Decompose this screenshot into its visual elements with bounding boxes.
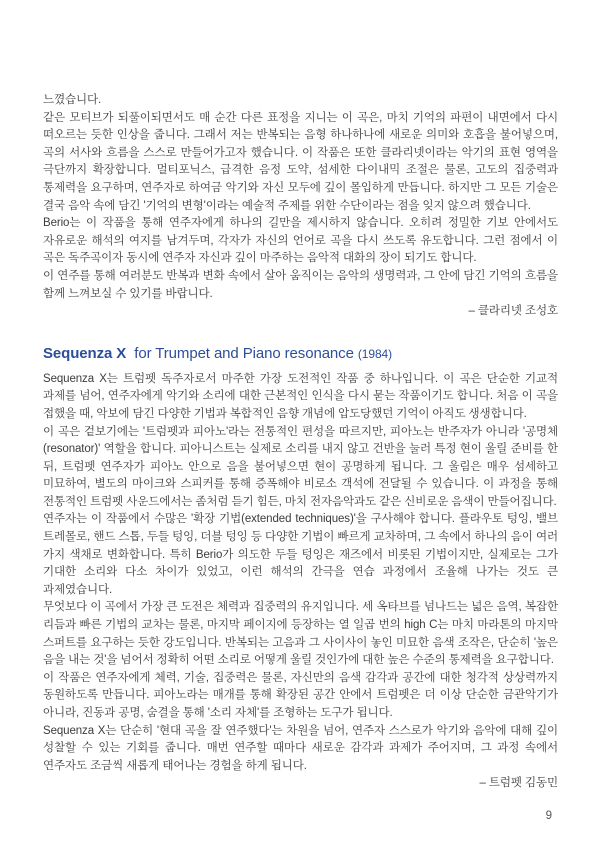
paragraph: 연주자는 이 작품에서 수많은 '확장 기법(extended techniques)'을 구사해야 합니다. 플라우토 텅잉, 밸브 트레몰로, 핸드 스톱, 두들 텅잉, 더블 텅잉 등 다양한 기법이 빠르게 교차하며, 그 속에서 하나의 음이 여러 가지 색채로 변화합니다. 특히 Berio가 의도한 두들 텅잉은 재즈에서 비롯된 기법이지만, 실제로는 그가 기대한 소리와 다소 차이가 있었고, 이런 해석의 간극을 연습 과정에서 조율해 나가는 것도 큰 과제였습니다.: [43, 513, 558, 596]
paragraph: 같은 모티브가 되풀이되면서도 매 순간 다른 표정을 지니는 이 곡은, 마치 기억의 파편이 내면에서 다시 떠오르는 듯한 인상을 줍니다. 그래서 저는 반복되는 음형 하나하나에 새로운 의미와 호흡을 불어넣으며, 곡의 서사와 흐름을 스스로 만들어가고자 했습니다. 이 작품은 또한 클라리넷이라는 악기의 표현 영역을 극단까지 확장합니다. 멀티포닉스, 급격한 음정 도약, 섬세한 다이내믹 조절은 물론, 고도의 집중력과 통제력을 요구하며, 연주자로 하여금 악기와 자신 모두에 깊이 몰입하게 만듭니다. 하지만 그 모든 기술은 결국 음악 속에 담긴 '기억의 변형'이라는 예술적 주제를 위한 수단이라는 점을 잊지 않으려 했습니다.: [43, 111, 558, 212]
paragraph: Berio는 이 작품을 통해 연주자에게 하나의 길만을 제시하지 않습니다. 오히려 정밀한 기보 안에서도 자유로운 해석의 여지를 남겨두며, 각자가 자신의 언어로 곡을 다시 쓰도록 유도합니다. 그런 점에서 이 곡은 독주곡이자 동시에 연주자 자신과 깊이 마주하는 음악적 대화의 장이 되기도 합니다.: [43, 217, 558, 265]
program-note-trumpet: [43, 345, 558, 793]
page-content: [43, 92, 558, 793]
work-subtitle: for Trumpet and Piano resonance: [134, 344, 354, 362]
work-year: (1984): [357, 346, 392, 361]
page-number: 9: [545, 810, 552, 822]
paragraph: 느꼈습니다.: [43, 94, 102, 106]
paragraph: Sequenza X는 트럼펫 독주자로서 마주한 가장 도전적인 작품 중 하나입니다. 이 곡은 단순한 기교적 과제를 넘어, 연주자에게 악기와 소리에 대한 근본적인 인식을 다시 묻는 작품이기도 합니다. 처음 이 곡을 접했을 때, 악보에 담긴 다양한 기법과 복합적인 음향 개념에 압도당했던 기억이 아직도 생생합니다.: [43, 372, 558, 420]
trumpet-signature: – 트럼펫 김동민: [479, 777, 558, 790]
paragraph: 이 작품은 연주자에게 체력, 기술, 집중력은 물론, 자신만의 음색 감각과 공간에 대한 청각적 상상력까지 동원하도록 만듭니다. 피아노라는 매개를 통해 확장된 공간 안에서 트럼펫은 더 이상 단순한 금관악기가 아니라, 진동과 공명, 숨결을 통해 '소리 자체'를 조형하는 도구가 됩니다.: [43, 671, 558, 719]
paragraph: 무엇보다 이 곡에서 가장 큰 도전은 체력과 집중력의 유지입니다. 세 옥타브를 넘나드는 넓은 음역, 복잡한 리듬과 빠른 기법의 교차는 물론, 마지막 페이지에 등장하는 열 일곱 번의 high C는 마치 마라톤의 마지막 스퍼트를 요구하는 듯한 강도입니다. 반복되는 고음과 그 사이사이 놓인 미묘한 음색 조작은, 단순히 '높은 음을 내는 것'을 넘어서 정확히 어떤 소리로 어떻게 울릴 것인가에 대한 높은 수준의 통제력을 요구합니다.: [43, 601, 558, 667]
paragraph: Sequenza X는 단순히 '현대 곡을 잘 연주했다'는 차원을 넘어, 연주자 스스로가 악기와 음악에 대해 깊이 성찰할 수 있는 기회를 줍니다. 매번 연주할 때마다 새로운 감각과 과제가 주어지며, 그 과정 속에서 연주자도 조금씩 새롭게 태어나는 경험을 하게 됩니다.: [43, 724, 558, 772]
work-title: Sequenza X: [43, 344, 127, 362]
paragraph: 이 곡은 겉보기에는 '트럼펫과 피아노'라는 전통적인 편성을 따르지만, 피아노는 반주자가 아니라 '공명체(resonator)' 역할을 합니다. 피아니스트는 실제로 소리를 내지 않고 건반을 눌러 특정 현이 울릴 준비를 한 뒤, 트럼펫 연주자가 피아노 안으로 음을 불어넣으면 현이 공명하게 됩니다. 그 울림은 매우 섬세하고 미묘하여, 별도의 마이크와 스피커를 통해 증폭해야 비로소 객석에 전달될 수 있습니다. 이 과정을 통해 전통적인 트럼펫 사운드에서는 좀처럼 듣기 힘든, 마치 전자음악과도 같은 신비로운 음색이 만들어집니다.: [43, 425, 558, 508]
section-heading-sequenza-x: [43, 345, 558, 363]
clarinet-signature: – 클라리넷 조성호: [468, 305, 558, 318]
paragraph: 이 연주를 통해 여러분도 반복과 변화 속에서 살아 움직이는 음악의 생명력과, 그 안에 담긴 기억의 흐름을 함께 느껴보실 수 있기를 바랍니다.: [43, 269, 558, 300]
program-note-clarinet: [43, 92, 558, 321]
